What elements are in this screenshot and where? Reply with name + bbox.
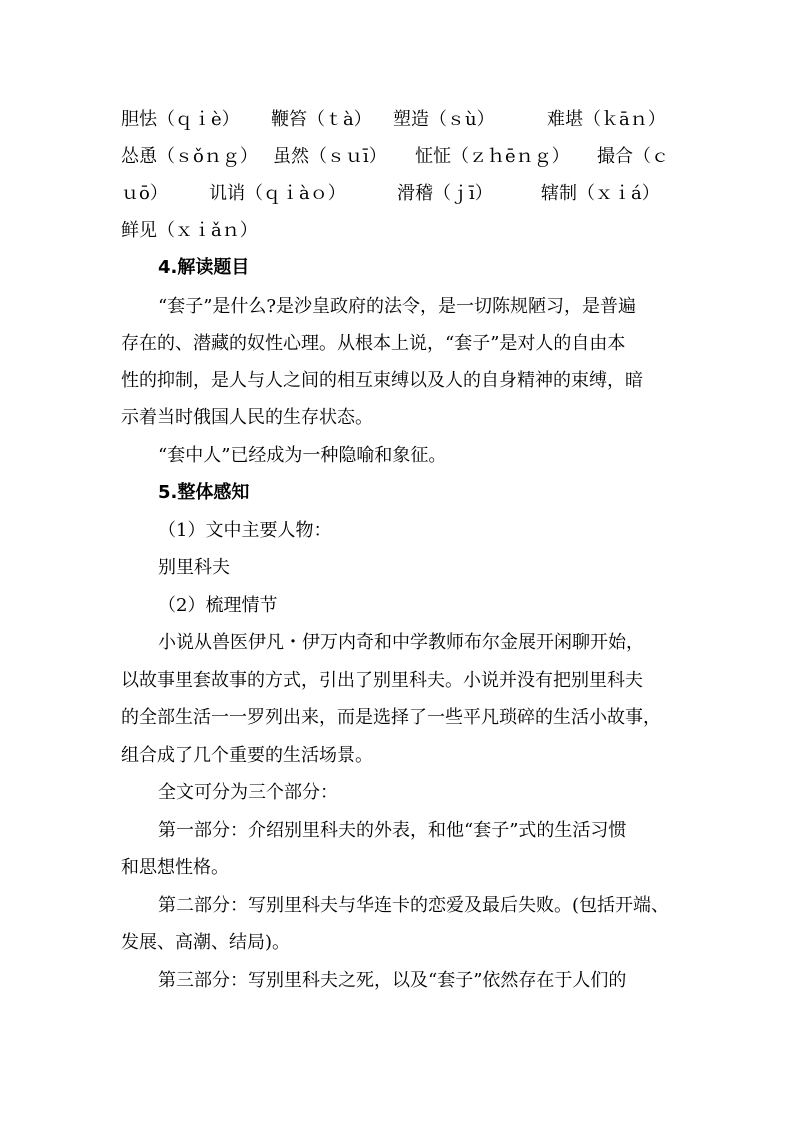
part-three-line: 第三部分：写别里科夫之死，以及“套子”依然存在于人们的 xyxy=(158,970,627,991)
part-one-line: 和思想性格。 xyxy=(121,857,229,878)
section-4-heading: 4.解读题目 xyxy=(158,257,250,278)
vocab-row-2 xyxy=(121,145,681,169)
vocab-item: 塑造（ｓù） xyxy=(393,109,495,130)
vocab-item: 鲜见（ｘｉǎｎ） xyxy=(121,220,258,241)
paragraph-line: 示着当时俄国人民的生存状态。 xyxy=(121,407,373,428)
section-5-heading: 5.整体感知 xyxy=(158,482,250,503)
paragraph-line: “套子”是什么?是沙皇政府的法令，是一切陈规陋习，是普遍 xyxy=(158,296,637,317)
vocab-row-4 xyxy=(121,219,681,243)
vocab-item: 讥诮（ｑｉàｏ） xyxy=(209,183,346,204)
vocab-item: ｕō） xyxy=(121,183,168,204)
subheading-main-characters: （1）文中主要人物： xyxy=(158,520,332,541)
vocab-item: 怂恿（ｓǒｎｇ） xyxy=(121,146,258,167)
vocab-item: 撮合（ｃ xyxy=(597,146,669,167)
paragraph-line: “套中人”已经成为一种隐喻和象征。 xyxy=(158,445,447,466)
vocab-item: 虽然（ｓｕī） xyxy=(273,146,387,167)
part-two-line: 发展、高潮、结局)。 xyxy=(121,932,291,953)
paragraph-line: 以故事里套故事的方式，引出了别里科夫。小说并没有把别里科夫 xyxy=(121,670,643,691)
part-one-line: 第一部分：介绍别里科夫的外表，和他“套子”式的生活习惯 xyxy=(158,820,627,841)
part-two-line: 第二部分：写别里科夫与华连卡的恋爱及最后失败。(包括开端、 xyxy=(158,895,670,916)
character-name: 别里科夫 xyxy=(158,557,230,578)
paragraph-line: 存在的、潜藏的奴性心理。从根本上说，“套子”是对人的自由本 xyxy=(121,333,626,354)
paragraph-line: 小说从兽医伊凡・伊万内奇和中学教师布尔金展开闲聊开始， xyxy=(158,632,644,653)
vocab-item: 难堪（ｋāｎ） xyxy=(547,109,666,130)
vocab-row-1 xyxy=(121,108,681,132)
paragraph-line: 组合成了几个重要的生活场景。 xyxy=(121,745,373,766)
vocab-item: 鞭笞（ｔà） xyxy=(271,109,372,130)
vocab-item: 辖制（ｘｉá） xyxy=(541,183,660,204)
paragraph-line: 全文可分为三个部分： xyxy=(158,782,338,803)
vocab-item: 滑稽（ｊī） xyxy=(397,183,493,204)
paragraph-line: 的全部生活一一罗列出来，而是选择了一些平凡琐碎的生活小故事， xyxy=(121,707,661,728)
vocab-item: 怔怔（ｚｈēｎｇ） xyxy=(415,146,570,167)
vocab-item: 胆怯（ｑｉè） xyxy=(121,109,240,130)
subheading-plot: （2）梳理情节 xyxy=(158,595,278,616)
paragraph-line: 性的抑制，是人与人之间的相互束缚以及人的自身精神的束缚，暗 xyxy=(121,370,643,391)
vocab-row-3 xyxy=(121,182,681,206)
